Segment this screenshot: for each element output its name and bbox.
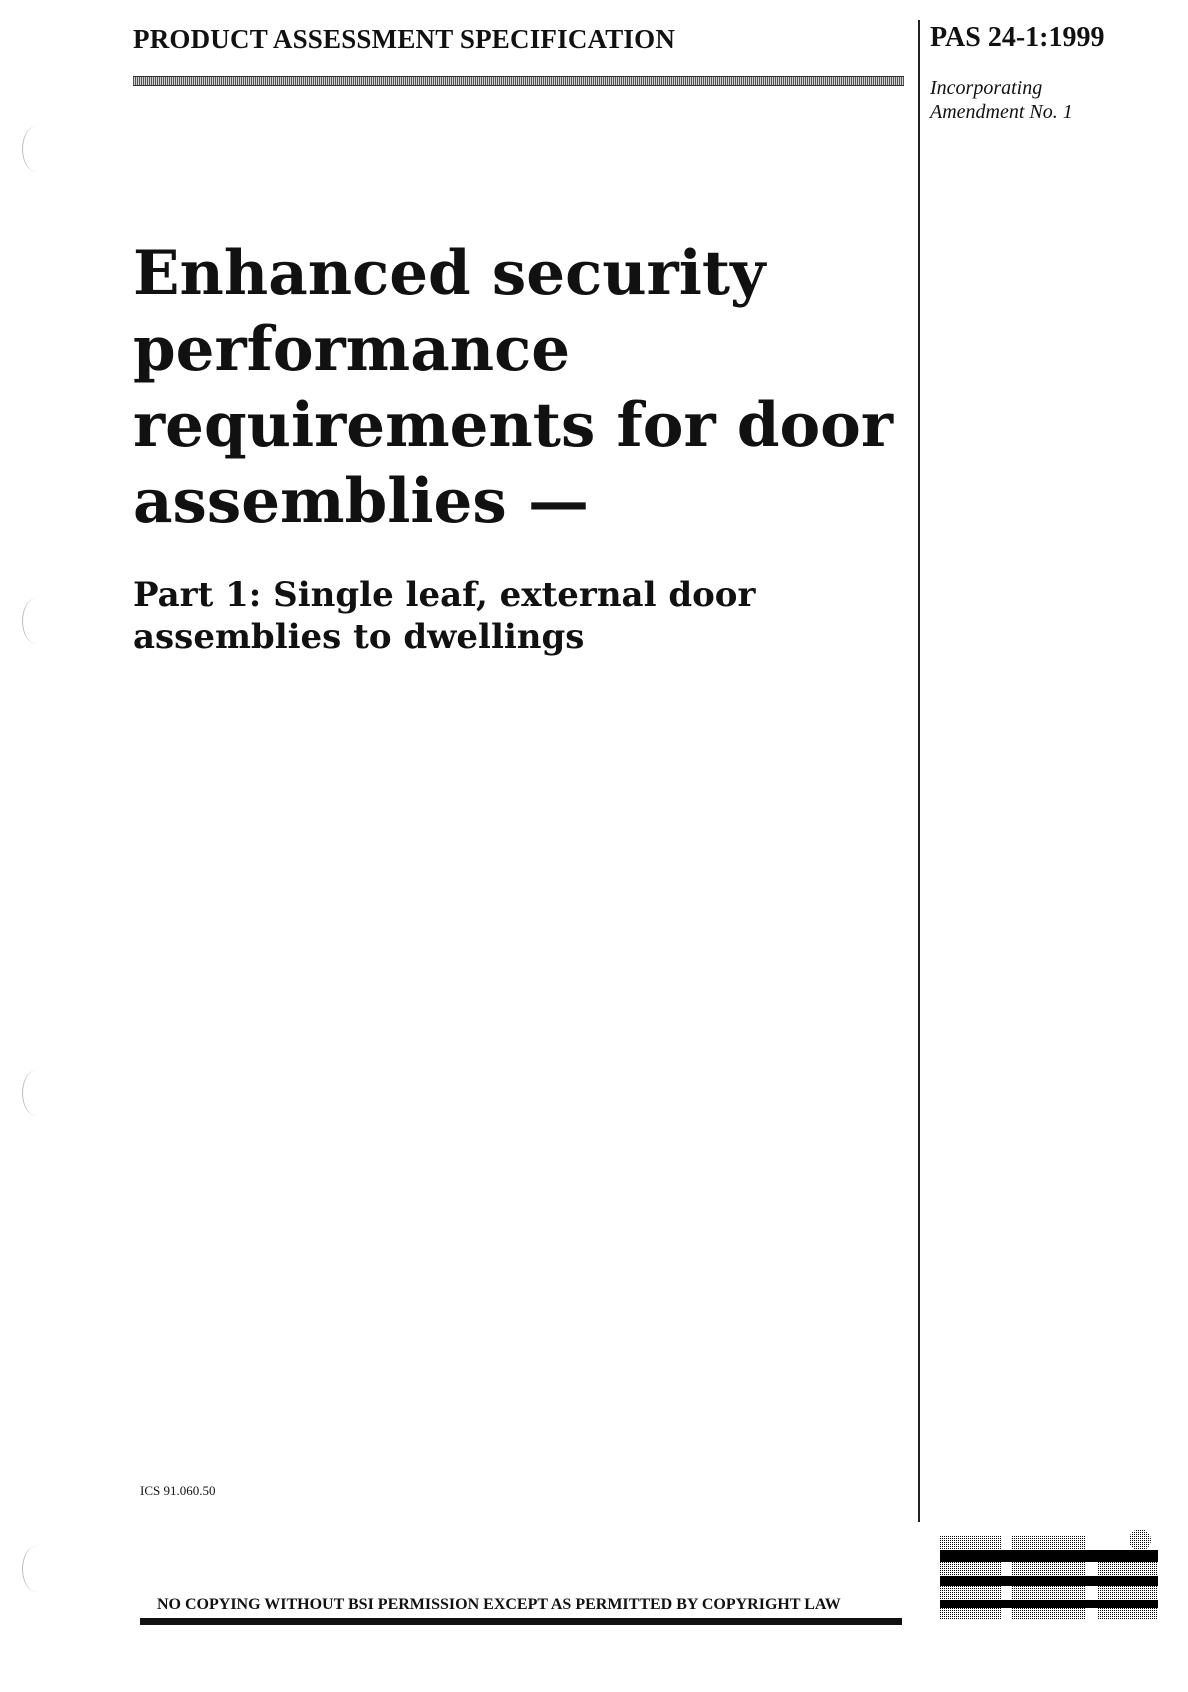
bsi-logo — [940, 1528, 1158, 1628]
amendment-note — [930, 76, 1170, 124]
copyright-notice: NO COPYING WITHOUT BSI PERMISSION EXCEPT AS PERMITTED BY COPYRIGHT LAW — [157, 1596, 841, 1613]
document-title: Enhanced security performance requirements for door assemblies — — [133, 238, 893, 537]
vertical-divider — [918, 20, 920, 1522]
document-subtitle: Part 1: Single leaf, external door assemblies to dwellings — [133, 575, 756, 657]
footer-rule — [140, 1618, 902, 1625]
punch-hole-mark — [22, 598, 51, 644]
amendment-line-1: Incorporating — [930, 77, 1043, 99]
punch-hole-mark — [22, 126, 51, 172]
ics-code: ICS 91.060.50 — [140, 1483, 216, 1498]
series-label: PRODUCT ASSESSMENT SPECIFICATION — [133, 24, 676, 54]
punch-hole-mark — [22, 1070, 51, 1116]
header-rule — [133, 76, 904, 86]
document-number: PAS 24-1:1999 — [930, 22, 1105, 53]
punch-hole-mark — [22, 1546, 51, 1592]
amendment-line-2: Amendment No. 1 — [930, 101, 1073, 123]
